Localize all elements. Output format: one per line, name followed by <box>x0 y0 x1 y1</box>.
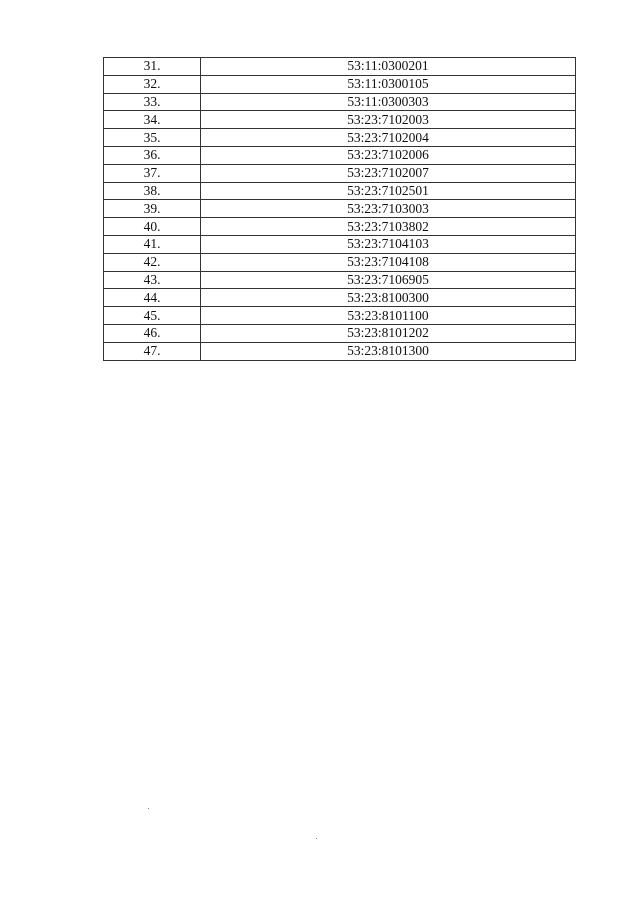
table-row <box>104 146 576 164</box>
cadastral-code-cell: 53:23:8101300 <box>201 342 576 360</box>
table-row <box>104 307 576 325</box>
table-row <box>104 75 576 93</box>
row-number-cell: 47. <box>104 342 201 360</box>
table-row <box>104 129 576 147</box>
row-number-cell: 42. <box>104 253 201 271</box>
table-row <box>104 218 576 236</box>
row-number-cell: 36. <box>104 146 201 164</box>
cadastral-code-cell: 53:23:7102004 <box>201 129 576 147</box>
row-number-cell: 34. <box>104 111 201 129</box>
cadastral-code-cell: 53:11:0300105 <box>201 75 576 93</box>
cadastral-code-cell: 53:23:7103003 <box>201 200 576 218</box>
cadastral-code-cell: 53:23:7106905 <box>201 271 576 289</box>
cadastral-code-cell: 53:11:0300201 <box>201 58 576 76</box>
table-row <box>104 342 576 360</box>
row-number-cell: 39. <box>104 200 201 218</box>
row-number-cell: 40. <box>104 218 201 236</box>
row-number-cell: 44. <box>104 289 201 307</box>
table-row <box>104 253 576 271</box>
row-number-cell: 45. <box>104 307 201 325</box>
row-number-cell: 32. <box>104 75 201 93</box>
cadastral-code-cell: 53:23:7102501 <box>201 182 576 200</box>
row-number-cell: 43. <box>104 271 201 289</box>
cadastral-code-cell: 53:23:7104103 <box>201 235 576 253</box>
cadastral-code-cell: 53:23:7104108 <box>201 253 576 271</box>
scan-speck <box>148 808 149 809</box>
scan-speck <box>316 838 317 839</box>
table-row <box>104 289 576 307</box>
row-number-cell: 38. <box>104 182 201 200</box>
row-number-cell: 37. <box>104 164 201 182</box>
row-number-cell: 31. <box>104 58 201 76</box>
cadastral-code-cell: 53:23:8101100 <box>201 307 576 325</box>
table-row <box>104 182 576 200</box>
row-number-cell: 46. <box>104 324 201 342</box>
table-row <box>104 200 576 218</box>
row-number-cell: 41. <box>104 235 201 253</box>
cadastral-table <box>103 57 576 361</box>
table-row <box>104 324 576 342</box>
cadastral-code-cell: 53:23:7103802 <box>201 218 576 236</box>
cadastral-code-cell: 53:23:8101202 <box>201 324 576 342</box>
cadastral-code-cell: 53:23:8100300 <box>201 289 576 307</box>
table-body <box>104 58 576 361</box>
cadastral-code-cell: 53:23:7102003 <box>201 111 576 129</box>
table-row <box>104 164 576 182</box>
cadastral-code-cell: 53:23:7102007 <box>201 164 576 182</box>
cadastral-code-cell: 53:11:0300303 <box>201 93 576 111</box>
row-number-cell: 33. <box>104 93 201 111</box>
cadastral-code-cell: 53:23:7102006 <box>201 146 576 164</box>
table-row <box>104 271 576 289</box>
table-row <box>104 93 576 111</box>
table-row <box>104 235 576 253</box>
table-row <box>104 111 576 129</box>
table-row <box>104 58 576 76</box>
row-number-cell: 35. <box>104 129 201 147</box>
